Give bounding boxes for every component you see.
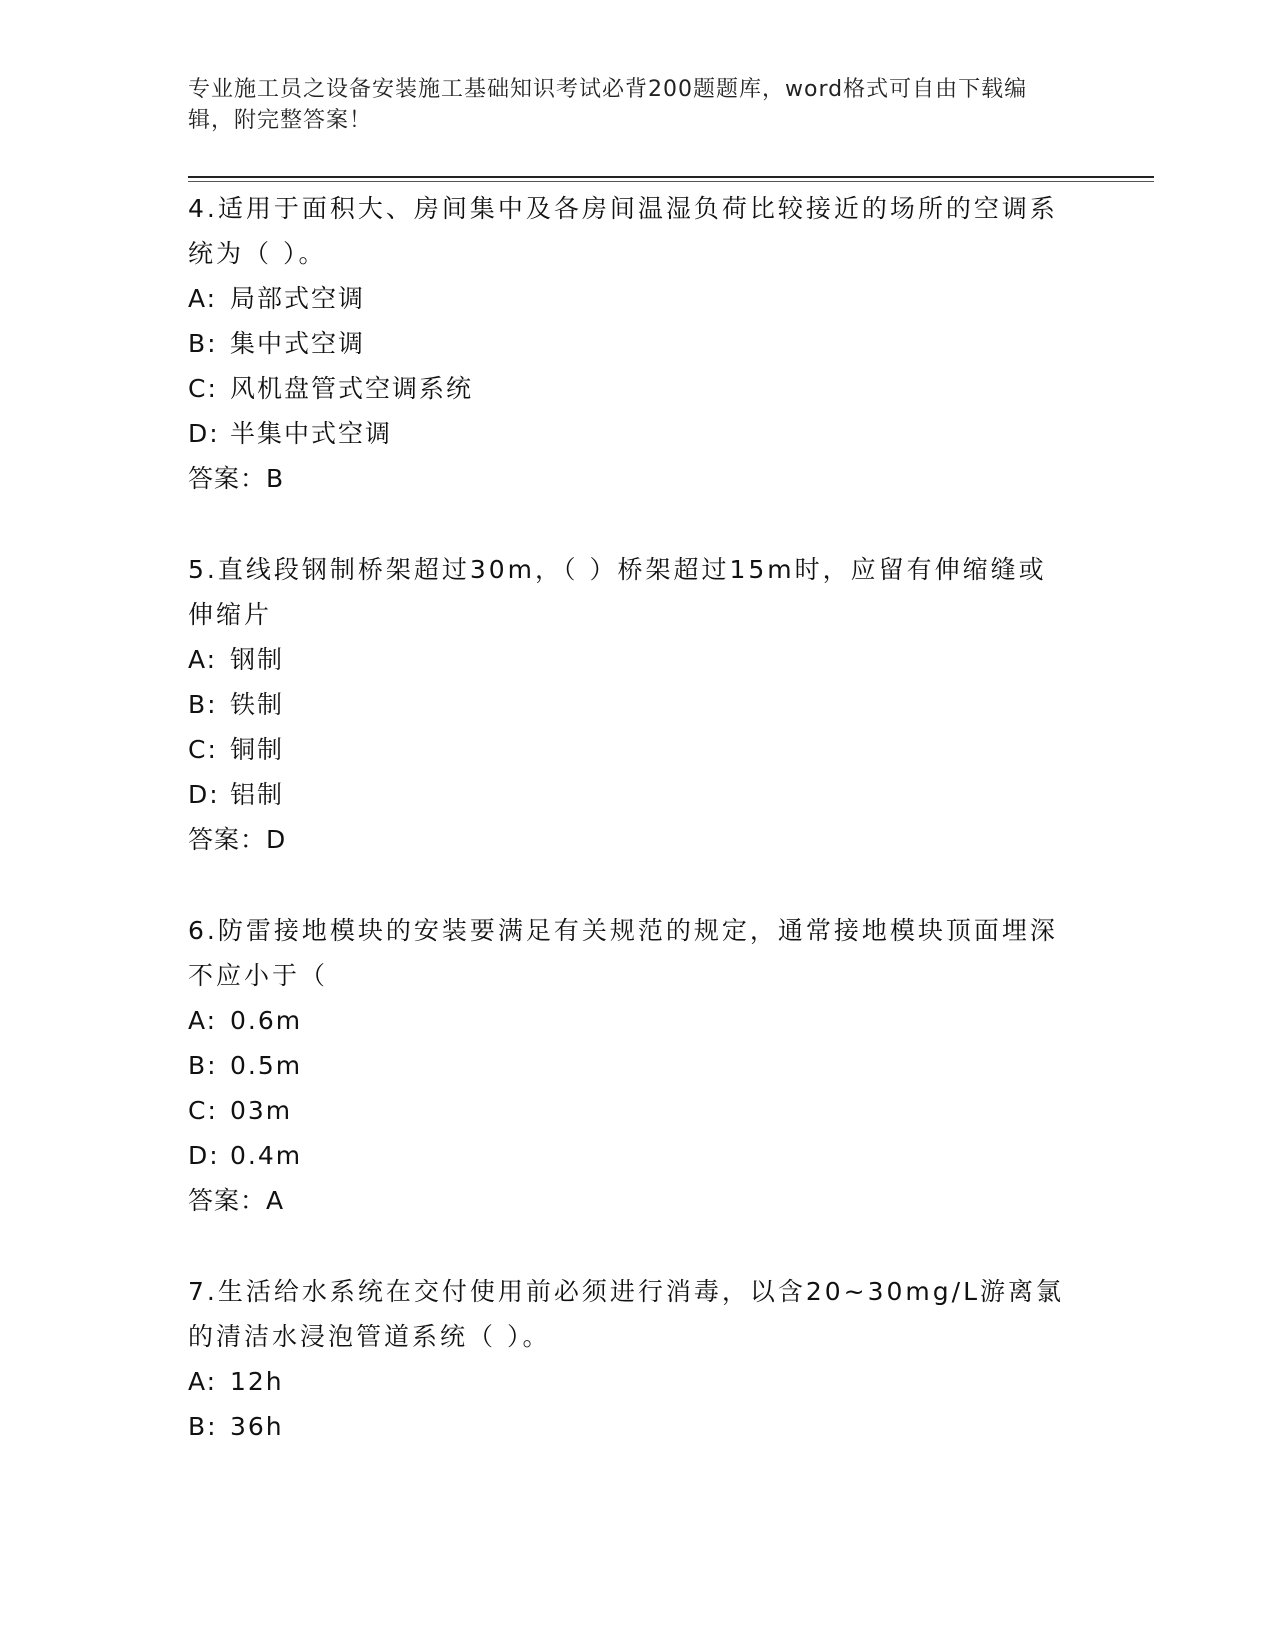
option-d xyxy=(188,1133,1068,1178)
option-a xyxy=(188,637,1068,682)
option-letter: D: xyxy=(188,1141,220,1170)
document-header-title: 专业施工员之设备安装施工基础知识考试必背200题题库，word格式可自由下载编辑，附完整答案！ xyxy=(188,77,1028,133)
option-text: 36h xyxy=(230,1412,284,1441)
question-stem: 5.直线段钢制桥架超过30m，（ ）桥架超过15m时，应留有伸缩缝或伸缩片 xyxy=(188,555,1047,629)
option-text: 铁制 xyxy=(230,690,285,719)
option-b xyxy=(188,1404,1068,1449)
option-b xyxy=(188,682,1068,727)
option-c xyxy=(188,366,1068,411)
header-divider-thick xyxy=(188,176,1154,178)
option-text: 0.6m xyxy=(230,1006,303,1035)
answer-line: 答案：D xyxy=(188,825,287,854)
option-letter: B: xyxy=(188,1412,218,1441)
option-letter: B: xyxy=(188,690,218,719)
question-6 xyxy=(188,908,1068,1223)
option-text: 铜制 xyxy=(230,735,285,764)
option-d xyxy=(188,411,1068,456)
option-b xyxy=(188,321,1068,366)
option-letter: C: xyxy=(188,1096,218,1125)
answer-line: 答案：B xyxy=(188,464,285,493)
question-4 xyxy=(188,186,1068,501)
option-c xyxy=(188,1088,1068,1133)
question-stem: 7.生活给水系统在交付使用前必须进行消毒，以含20~30mg/L游离氯的清洁水浸泡管道系统（ ）。 xyxy=(188,1277,1064,1351)
option-a xyxy=(188,1359,1068,1404)
option-a xyxy=(188,998,1068,1043)
option-text: 12h xyxy=(230,1367,284,1396)
option-text: 半集中式空调 xyxy=(230,419,393,448)
option-text: 0.5m xyxy=(230,1051,303,1080)
option-letter: A: xyxy=(188,645,218,674)
question-5 xyxy=(188,547,1068,862)
option-text: 钢制 xyxy=(230,645,285,674)
option-text: 局部式空调 xyxy=(230,284,366,313)
option-letter: A: xyxy=(188,284,218,313)
option-text: 0.4m xyxy=(230,1141,303,1170)
option-letter: B: xyxy=(188,329,218,358)
option-letter: D: xyxy=(188,419,220,448)
answer-line: 答案：A xyxy=(188,1186,285,1215)
question-stem: 4.适用于面积大、房间集中及各房间温湿负荷比较接近的场所的空调系统为（ ）。 xyxy=(188,194,1058,268)
question-7 xyxy=(188,1269,1068,1449)
option-d xyxy=(188,772,1068,817)
question-stem: 6.防雷接地模块的安装要满足有关规范的规定，通常接地模块顶面埋深不应小于（ xyxy=(188,916,1058,990)
option-letter: D: xyxy=(188,780,220,809)
header-divider-thin xyxy=(188,181,1154,182)
option-letter: A: xyxy=(188,1006,218,1035)
option-c xyxy=(188,727,1068,772)
option-text: 集中式空调 xyxy=(230,329,366,358)
option-letter: A: xyxy=(188,1367,218,1396)
option-text: 风机盘管式空调系统 xyxy=(230,374,474,403)
option-a xyxy=(188,276,1068,321)
option-letter: C: xyxy=(188,374,218,403)
option-letter: C: xyxy=(188,735,218,764)
option-letter: B: xyxy=(188,1051,218,1080)
option-b xyxy=(188,1043,1068,1088)
option-text: 铝制 xyxy=(230,780,285,809)
option-text: 03m xyxy=(230,1096,293,1125)
